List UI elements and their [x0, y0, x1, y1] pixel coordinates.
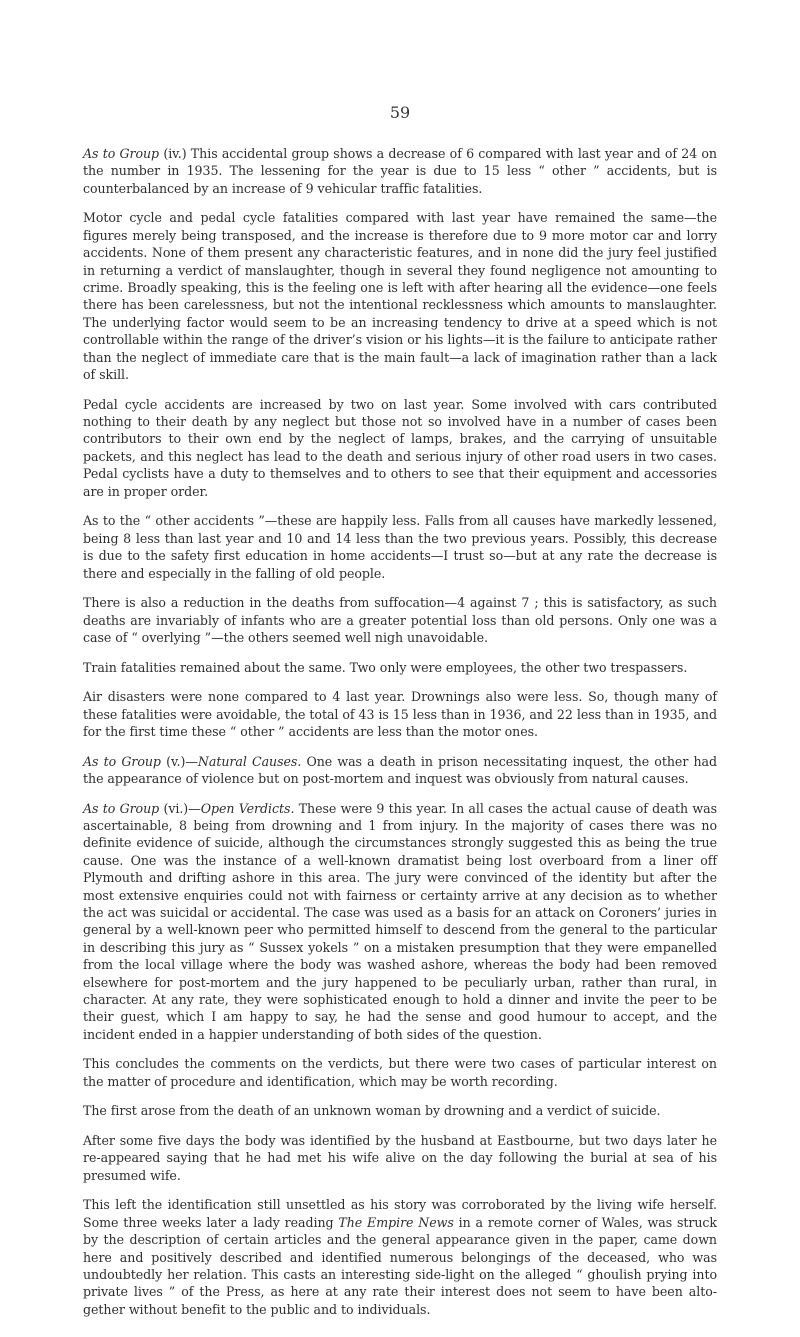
paragraph-lead: As to Group	[83, 753, 161, 769]
paragraph-motor-cycle: Motor cycle and pedal cycle fatalities compared with last year have remained the same—the figures merely being transposed, and the increase is therefore due to 9 more motor car and lorry accidents. None of them present any characteristic features, and in none did the jury feel justified in returning a verdict of manslaughter, though in several they found negligence not amounting to crime. Broadly speaking, this is the feeling one is left with after hearing all the evidence—one feels there has been carelessness, but not the intentional recklessness which amounts to manslaughter. The underlying factor would seem to be an increasing tendency to drive at a speed which is not controllable within the range of the driver’s vision or his lights—it is the failure to anticipate rather than the neglect of immediate care that is the main fault—a lack of imagination rather than a lack of skill.	[83, 210, 717, 383]
paragraph-train: Train fatalities remained about the same. Two only were employees, the other two trespassers.	[83, 659, 688, 675]
body-text	[83, 145, 717, 1330]
paragraph-air-disasters: Air disasters were none compared to 4 last year. Drownings also were less. So, though many of these fatalities were avoidable, the total of 43 is 15 less than in 1936, and 22 less than in 1935, and for the first time these “ other ” accidents are less than the motor ones.	[83, 689, 717, 739]
paragraph-concludes: This concludes the comments on the verdicts, but there were two cases of particular interest on the matter of procedure and identification, which may be worth recording.	[83, 1056, 717, 1089]
paragraph-lead-italic: Open Verdicts.	[200, 800, 295, 816]
paragraph-text: One was a death in prison necessitating inquest, the other had the appearance of violence but on post-mortem and inquest was obviously from natural causes.	[83, 753, 717, 786]
paragraph-suffocation: There is also a reduction in the deaths from suffocation—4 against 7 ; this is satisfactory, as such deaths are invariably of infants who are a greater potential loss than old persons. Only one was a case of “ overlying ”—the others seemed well nigh unavoidable.	[83, 595, 717, 645]
paragraph-lead-suffix: (v.)—	[166, 753, 198, 769]
paragraph-lead: As to Group	[83, 146, 160, 161]
paragraph-other-accidents: As to the “ other accidents ”—these are happily less. Falls from all causes have markedly lessened, being 8 less than last year and 10 and 14 less than the two previous years. Possibly, this decrease is due to the safety first education in home accidents—I trust so—but at any rate the decrease is there and especially in the falling of old people.	[83, 513, 717, 581]
newspaper-title: The Empire News	[338, 1214, 454, 1230]
paragraph-five-days: After some five days the body was identified by the husband at Eastbourne, but two days later he re-appeared saying that he had met his wife alive on the day following the burial at sea of his presumed wife.	[83, 1132, 717, 1183]
paragraph-text: in a remote corner of Wales, was struck by the description of certain articles and the general appearance given in the paper, came down here and positively described and identified numerous belongings of the deceased, who was undoubtedly her relation. This casts an interesting side-light on the alleged “ ghoulish prying into private lives ” of the Press, as here at any rate their interest does not seem to have been alto-gether without benefit to the public and to individuals.	[83, 1214, 718, 1317]
paragraph-text: This accidental group shows a decrease of 6 compared with last year and of 24 on the number in 1935. The lessening for the year is due to 15 less “ other ” accidents, but is counterbalanced by an increase of 9 vehicular traffic fatalities.	[83, 146, 717, 196]
paragraph-text-before: This left the identification still unsettled as his story was corroborated by the living wife herself. Some three weeks later a lady reading	[83, 1197, 717, 1230]
paragraph-lead-italic: Natural Causes.	[197, 753, 302, 769]
paragraph-text: These were 9 this year. In all cases the actual cause of death was ascertainable, 8 being from drowning and 1 from injury. In the majority of cases there was no definite evidence of suicide, although the circumstances strongly suggested this as being the true cause. One was the instance of a well-known dramatist being lost overboard from a liner off Plymouth and drifting ashore in this area. The jury were convinced of the identity but after the most extensive enquiries could not with fairness or certainty arrive at any decision as to whether the act was suicidal or accidental. The case was used as a basis for an attack on Coroners’ juries in general by a well-known peer who permitted himself to descend from the general to the particular in describing this jury as “ Sussex yokels ” on a mistaken presumption that they were empanelled from the local village where the body was washed ashore, whereas the body had been removed elsewhere for post-mortem and the jury happened to be peculiarly urban, rather than rural, in character. At any rate, they were sophisticated enough to hold a dinner and invite the peer to be their guest, which I am happy to say, he had the sense and good humour to accept, and the incident ended in a happier understanding of both sides of the question.	[83, 800, 717, 1042]
paragraph-group-iv	[83, 145, 717, 197]
paragraph-lead: As to Group	[83, 800, 160, 816]
paragraph-lead-suffix: (iv.)	[163, 146, 187, 161]
paragraph-lead-suffix: (vi.)—	[163, 800, 201, 816]
paragraph-identification	[83, 1196, 717, 1318]
page-number: 59	[389, 103, 411, 122]
paragraph-pedal-cycle: Pedal cycle accidents are increased by two on last year. Some involved with cars contributed nothing to their death by any neglect but those not so involved have in a number of cases been contributors to their own end by the neglect of lamps, brakes, and the carrying of unsuitable packets, and this neglect has lead to the death and serious injury of other road users in two cases. Pedal cyclists have a duty to themselves and to others to see that their equipment and accessories are in proper order.	[83, 396, 717, 499]
paragraph-first-case: The first arose from the death of an unknown woman by drowning and a verdict of suicide.	[83, 1103, 661, 1119]
paragraph-group-vi	[83, 800, 717, 1044]
paragraph-group-v	[83, 753, 717, 788]
